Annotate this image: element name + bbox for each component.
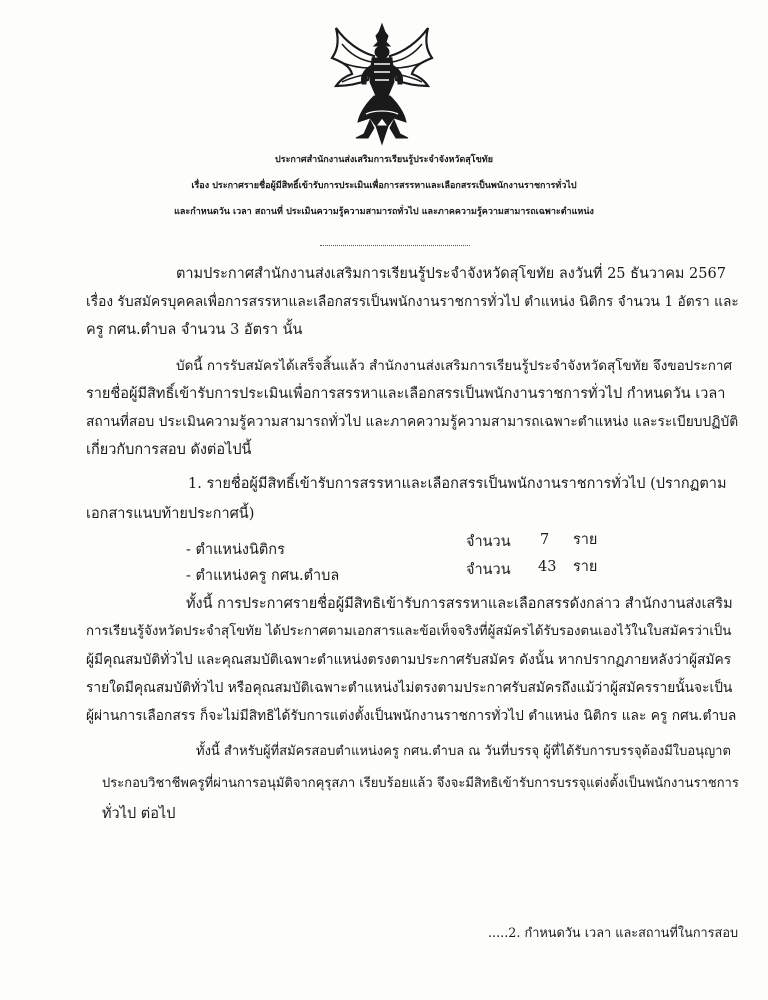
position-unit: ราย xyxy=(573,532,598,548)
paragraph-4-line-3: ทั่วไป ต่อไป xyxy=(102,806,176,822)
subject-line-2: และกำหนดวัน เวลา สถานที่ ประเมินความรู้ความสามารถทั่วไป และภาคความรู้ความสามารถเฉพาะตำแหน่ง xyxy=(174,207,594,217)
position-name: - ตำแหน่งครู กศน.ตำบล xyxy=(186,568,340,584)
paragraph-2-line-3: สถานที่สอบ ประเมินความรู้ความสามารถทั่วไป และภาคความรู้ความสามารถเฉพาะตำแหน่ง และระเบียบปฏิบัติ xyxy=(86,414,739,430)
item-1-line-1: 1. รายชื่อผู้มีสิทธิ์เข้ารับการสรรหาและเลือกสรรเป็นพนักงานราชการทั่วไป (ปรากฏตาม xyxy=(188,476,727,492)
paragraph-4-line-1: ทั้งนี้ สำหรับผู้ที่สมัครสอบตำแหน่งครู กศน.ตำบล ณ วันที่บรรจุ ผู้ที่ได้รับการบรรจุต้องมีใบอนุญาต xyxy=(196,744,731,759)
position-unit: ราย xyxy=(573,559,598,575)
position-count-label: จำนวน xyxy=(466,562,511,578)
position-count: 43 xyxy=(538,559,557,575)
position-name: - ตำแหน่งนิติกร xyxy=(186,542,285,558)
item-1-line-2: เอกสารแนบท้ายประกาศนี้) xyxy=(86,506,255,522)
paragraph-1-line-2: เรื่อง รับสมัครบุคคลเพื่อการสรรหาและเลือกสรรเป็นพนักงานราชการทั่วไป ตำแหน่ง นิติกร จำนวน 1 อัตรา และ xyxy=(86,294,739,310)
paragraph-1-line-1: ตามประกาศสำนักงานส่งเสริมการเรียนรู้ประจำจังหวัดสุโขทัย ลงวันที่ 25 ธันวาคม 2567 xyxy=(176,266,726,282)
paragraph-3-line-4: รายใดมีคุณสมบัติทั่วไป หรือคุณสมบัติเฉพาะตำแหน่งไม่ตรงตามประกาศรับสมัครถึงแม้ว่าผู้สมัครรายนั้นจะเป็น xyxy=(86,680,733,696)
paragraph-3-line-3: ผู้มีคุณสมบัติทั่วไป และคุณสมบัติเฉพาะตำแหน่งตรงตามประกาศรับสมัคร ดังนั้น หากปรากฏภายหลังว่าผู้สมัคร xyxy=(86,652,732,668)
continuation-note: .....2. กำหนดวัน เวลา และสถานที่ในการสอบ xyxy=(488,926,739,941)
position-count: 7 xyxy=(540,532,550,548)
paragraph-2-line-2: รายชื่อผู้มีสิทธิ์เข้ารับการประเมินเพื่อการสรรหาและเลือกสรรเป็นพนักงานราชการทั่วไป กำหนดวัน เวลา xyxy=(86,386,726,402)
paragraph-2-line-1: บัดนี้ การรับสมัครได้เสร็จสิ้นแล้ว สำนักงานส่งเสริมการเรียนรู้ประจำจังหวัดสุโขทัย จึงขอประกาศ xyxy=(176,358,733,374)
garuda-emblem-icon xyxy=(330,22,434,146)
subject-line-1: เรื่อง ประกาศรายชื่อผู้มีสิทธิ์เข้ารับการประเมินเพื่อการสรรหาและเลือกสรรเป็นพนักงานราชการทั่วไป xyxy=(191,181,577,191)
announcement-title: ประกาศสำนักงานส่งเสริมการเรียนรู้ประจำจังหวัดสุโขทัย xyxy=(275,155,493,165)
separator-dots xyxy=(320,244,470,246)
paragraph-1-line-3: ครู กศน.ตำบล จำนวน 3 อัตรา นั้น xyxy=(86,322,303,338)
paragraph-3-line-5: ผู้ผ่านการเลือกสรร ก็จะไม่มีสิทธิได้รับการแต่งตั้งเป็นพนักงานราชการทั่วไป ตำแหน่ง นิติกร และ ครู กศน.ตำบล xyxy=(86,708,737,724)
paragraph-3-line-2: การเรียนรู้จังหวัดประจำสุโขทัย ได้ประกาศตามเอกสารและข้อเท็จจริงที่ผู้สมัครได้รับรองตนเองไว้ในใบสมัครว่าเป็น xyxy=(86,624,732,639)
position-count-label: จำนวน xyxy=(466,534,511,550)
paragraph-3-line-1: ทั้งนี้ การประกาศรายชื่อผู้มีสิทธิเข้ารับการสรรหาและเลือกสรรดังกล่าว สำนักงานส่งเสริม xyxy=(186,596,733,612)
paragraph-4-line-2: ประกอบวิชาชีพครูที่ผ่านการอนุมัติจากคุรุสภา เรียบร้อยแล้ว จึงจะมีสิทธิเข้ารับการบรรจุแต่งตั้งเป็นพนักงานราชการ xyxy=(102,776,739,791)
paragraph-2-line-4: เกี่ยวกับการสอบ ดังต่อไปนี้ xyxy=(86,442,252,458)
